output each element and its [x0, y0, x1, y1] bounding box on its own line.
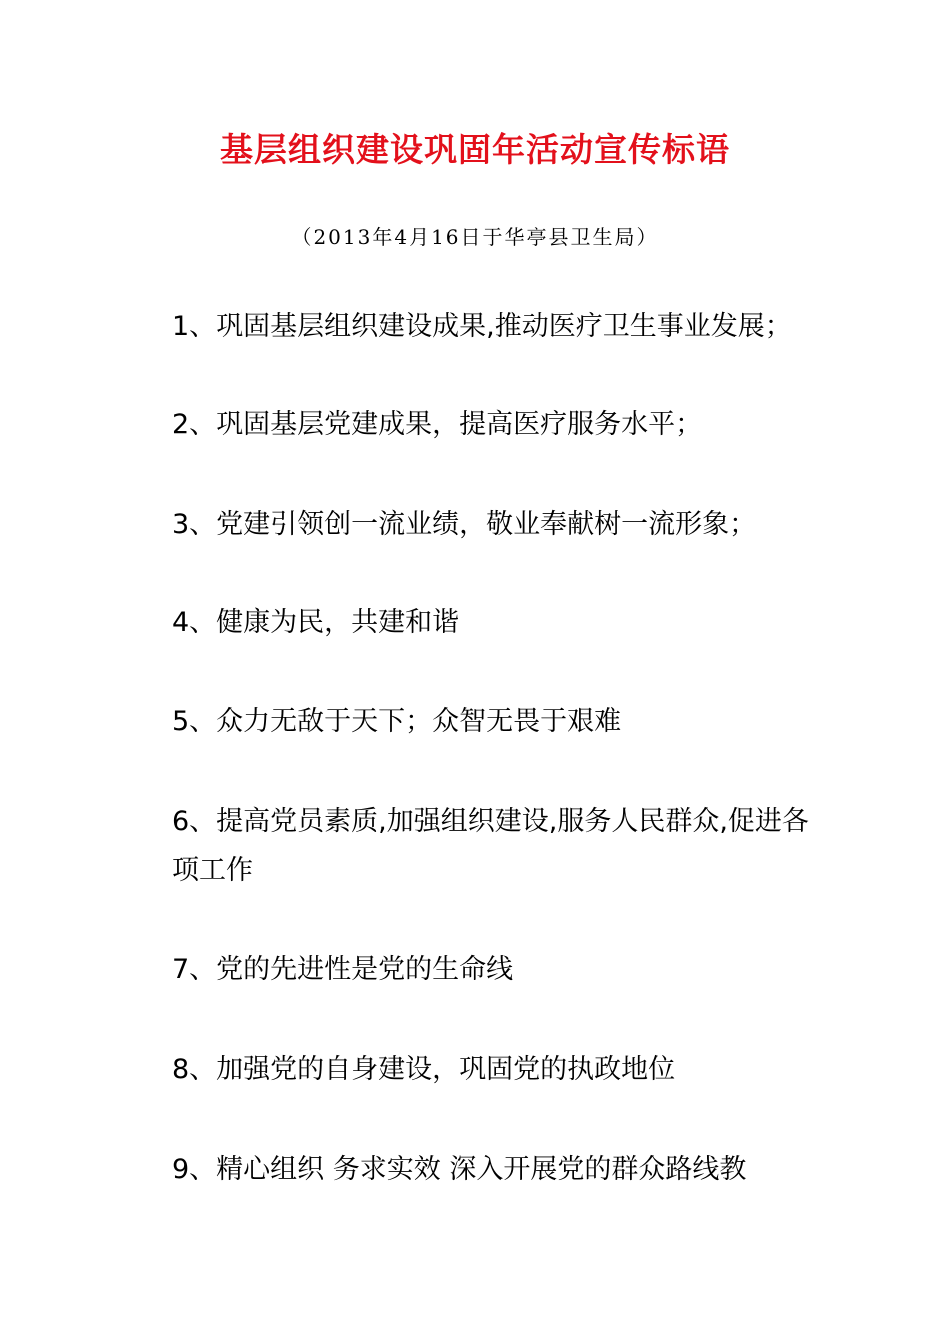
- document-subtitle: （2013年4月16日于华亭县卫生局）: [291, 225, 659, 249]
- slogan-item-3: 3、党建引领创一流业绩，敬业奉献树一流形象；: [172, 509, 757, 540]
- slogan-item-1: 1、巩固基层组织建设成果,推动医疗卫生事业发展；: [172, 311, 792, 342]
- slogan-item-9: 9、精心组织 务求实效 深入开展党的群众路线教: [172, 1154, 747, 1185]
- slogan-item-8: 8、加强党的自身建设，巩固党的执政地位: [172, 1054, 676, 1085]
- slogan-item-6: 6、提高党员素质,加强组织建设,服务人民群众,促进各项工作: [172, 806, 809, 886]
- slogan-item-4: 4、健康为民，共建和谐: [172, 607, 460, 638]
- document-title: 基层组织建设巩固年活动宣传标语: [220, 130, 730, 169]
- slogan-item-7: 7、党的先进性是党的生命线: [172, 954, 514, 985]
- slogan-item-5: 5、众力无敌于天下；众智无畏于艰难: [172, 706, 622, 737]
- slogan-item-2: 2、巩固基层党建成果，提高医疗服务水平；: [172, 409, 703, 440]
